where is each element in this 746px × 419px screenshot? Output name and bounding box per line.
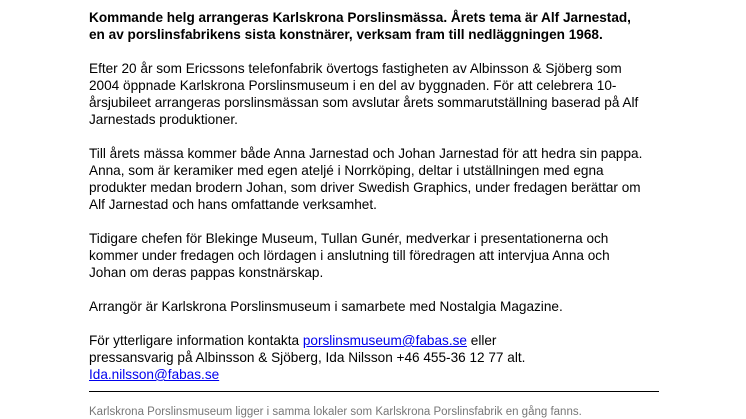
body-paragraph-history: Efter 20 år som Ericssons telefonfabrik övertogs fastigheten av Albinsson & Sjöberg som 2004 öppnade Karlskrona Porslinsmuseum i en del av byggnaden. För att celebrera 10- årsjubileet arrangeras porslinsmässan som avslutar årets sommarutställning baserad på Alf Jarnestads produktioner. [89, 61, 639, 127]
press-email-link[interactable]: Ida.nilsson@fabas.se [89, 367, 220, 382]
body-paragraph-interview: Tidigare chefen för Blekinge Museum, Tullan Gunér, medverkar i presentationerna och kommer under fredagen och lördagen i anslutning till föredragen att intervjua Anna och Johan om deras pappas konstnärskap. [89, 231, 610, 280]
body-paragraph-visitors: Till årets mässa kommer både Anna Jarnestad och Johan Jarnestad för att hedra sin pappa. Anna, som är keramiker med egen ateljé i Norrköping, deltar i utställningen med egna produkter medan brodern Johan, som driver Swedish Graphics, under fredagen berättar om Alf Jarnestad och hans omfattande verksamhet. [89, 146, 643, 212]
museum-email-link[interactable]: porslinsmuseum@fabas.se [302, 333, 467, 348]
contact-connector: eller [466, 333, 497, 348]
lead-paragraph: Kommande helg arrangeras Karlskrona Porslinsmässa. Årets tema är Alf Jarnestad, en av porslinsfabrikens sista konstnärer, verksam fram till nedläggningen 1968. [89, 10, 631, 42]
press-release [89, 9, 689, 400]
contact-press-line: pressansvarig på Albinsson & Sjöberg, Ida Nilsson +46 455-36 12 77 alt. [89, 350, 526, 365]
contact-paragraph [89, 332, 689, 383]
footer-divider [89, 391, 659, 392]
footer-note: Karlskrona Porslinsmuseum ligger i samma lokaler som Karlskrona Porslinsfabrik en gång fanns. [89, 406, 582, 418]
body-paragraph-organizer: Arrangör är Karlskrona Porslinsmuseum i samarbete med Nostalgia Magazine. [89, 299, 563, 314]
contact-intro: För ytterligare information kontakta [89, 333, 303, 348]
